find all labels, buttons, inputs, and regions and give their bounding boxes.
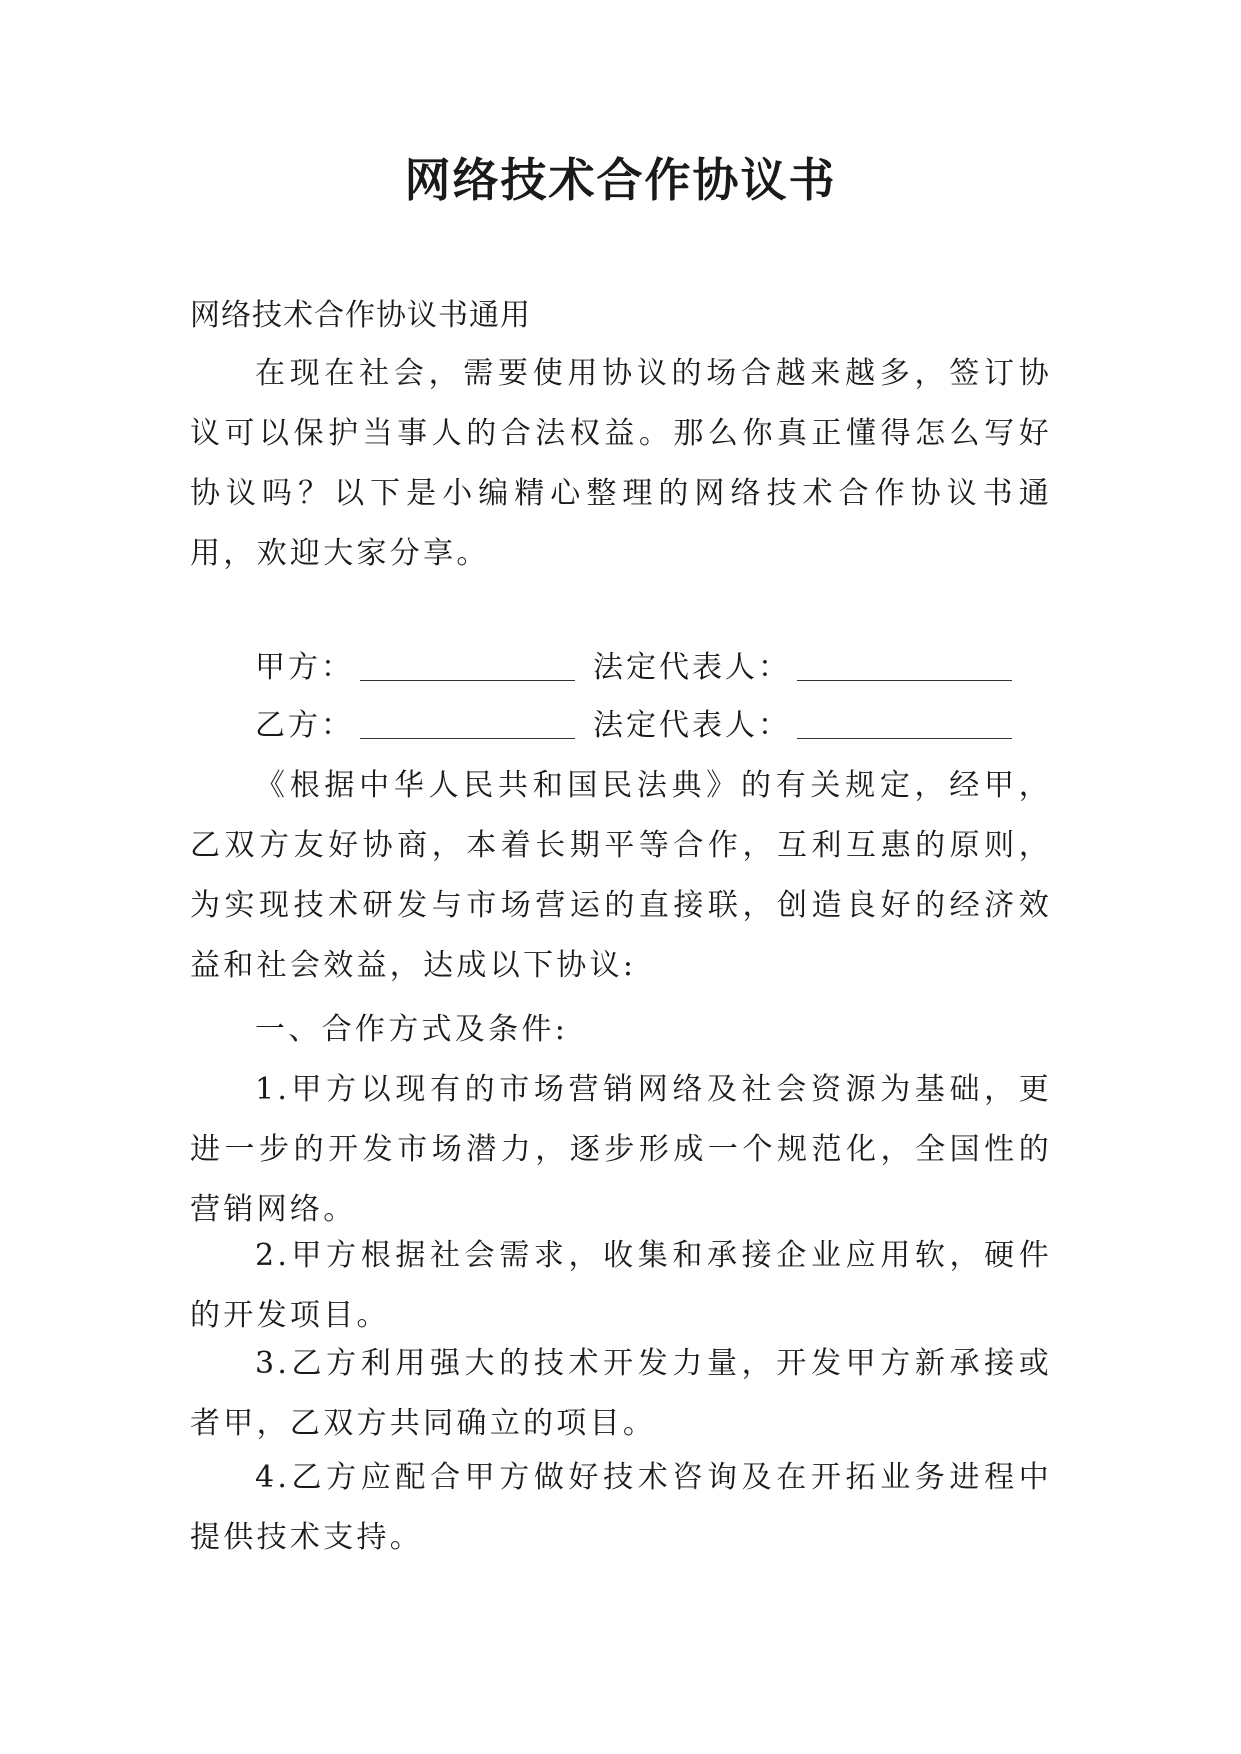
section-heading: 一、合作方式及条件: <box>255 1012 569 1047</box>
party-a-label: 甲方： <box>255 650 354 685</box>
party-b-rep-label: 法定代表人： <box>593 708 791 743</box>
party-b-name-blank <box>360 708 575 739</box>
party-a-line <box>255 638 1012 698</box>
party-a-rep-blank <box>797 650 1012 681</box>
clause-item: 4.乙方应配合甲方做好技术咨询及在开拓业务进程中提供技术支持。 <box>190 1460 1052 1555</box>
clause-item: 1.甲方以现有的市场营销网络及社会资源为基础，更进一步的开发市场潜力，逐步形成一个规范化，全国性的营销网络。 <box>190 1072 1052 1227</box>
party-b-line <box>255 696 1012 756</box>
document-subtitle: 网络技术合作协议书通用 <box>190 298 531 333</box>
party-b-rep-blank <box>797 708 1012 739</box>
party-b-label: 乙方： <box>255 708 354 743</box>
document-title: 网络技术合作协议书 <box>404 153 837 207</box>
intro-paragraph: 在现在社会，需要使用协议的场合越来越多，签订协议可以保护当事人的合法权益。那么你真正懂得怎么写好协议吗？以下是小编精心整理的网络技术合作协议书通用，欢迎大家分享。 <box>190 356 1052 571</box>
clause-item: 3.乙方利用强大的技术开发力量，开发甲方新承接或者甲，乙双方共同确立的项目。 <box>190 1346 1052 1441</box>
party-a-rep-label: 法定代表人： <box>593 650 791 685</box>
party-a-name-blank <box>360 650 575 681</box>
law-paragraph: 《根据中华人民共和国民法典》的有关规定，经甲，乙双方友好协商，本着长期平等合作，互利互惠的原则，为实现技术研发与市场营运的直接联，创造良好的经济效益和社会效益，达成以下协议: <box>190 768 1052 983</box>
clause-item: 2.甲方根据社会需求，收集和承接企业应用软，硬件的开发项目。 <box>190 1238 1052 1333</box>
